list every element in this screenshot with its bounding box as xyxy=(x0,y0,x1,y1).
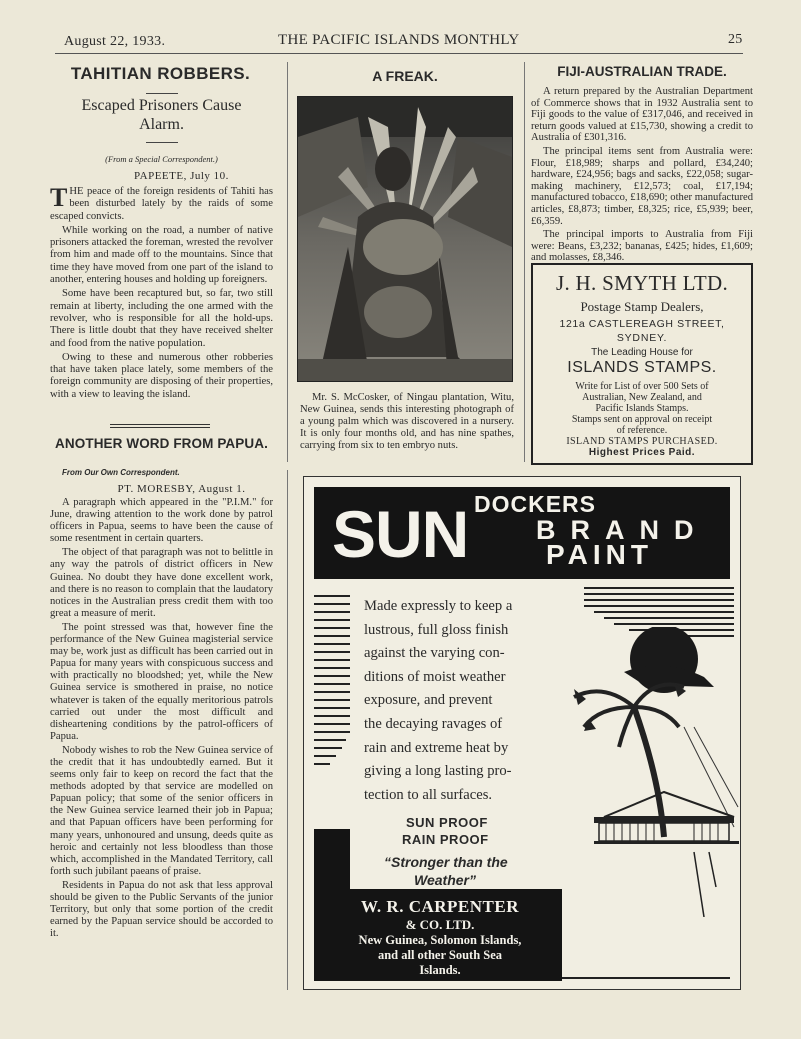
column-divider xyxy=(287,470,288,990)
article-body xyxy=(50,183,273,401)
paragraph: A paragraph which appeared in the "P.I.M." for June, drawing attention to the work done by patrol officers in Papua, seems to have been the cause of some resentment in certain quarters. xyxy=(50,497,273,545)
article-byline: (From a Special Correspondent.) xyxy=(105,154,218,164)
sunray-stripe xyxy=(314,691,350,693)
paragraph: The object of that paragraph was not to belittle in any way the patrols of district officers in New Guinea. No doubt they have done excellent work, and there is no reason to complain that the laudatory notices in the Australian press credit them with too great a measure of merit. xyxy=(50,547,273,619)
ad-agent-banner-left xyxy=(314,829,350,891)
ad-copy-line: against the varying con- xyxy=(364,645,505,662)
ad-copy-line: exposure, and prevent xyxy=(364,692,493,709)
ad-agent-line: New Guinea, Solomon Islands, xyxy=(358,933,522,947)
article-dateline: PT. MORESBY, August 1. xyxy=(117,483,246,495)
ad-copy-line: lustrous, full gloss finish xyxy=(364,621,509,638)
ad-line: ISLAND STAMPS PURCHASED. xyxy=(566,436,718,447)
article-separator xyxy=(110,427,210,428)
ad-agent-name: & CO. LTD. xyxy=(405,917,475,932)
header-publication: THE PACIFIC ISLANDS MONTHLY xyxy=(278,32,520,48)
sunray-stripe xyxy=(314,659,350,661)
ad-company-name: J. H. SMYTH LTD. xyxy=(555,271,729,295)
sunray-stripe xyxy=(314,627,350,629)
subtitle-rule xyxy=(146,142,178,143)
paragraph: The principal items sent from Australia were: Flour, £18,989; sharps and pollard, £34,240; hardware, £24,956; bags and sacks, £22,058; sugar-making machinery, £12,573; coal, £17,194; manufactured tobacco, £18,690; other manufactured articles, £8,873; timber, £8,325; rice, £5,939; beer, £6,359. xyxy=(531,145,753,227)
sunray-stripe xyxy=(314,603,350,605)
sunray-stripe xyxy=(314,699,350,701)
sunray-stripe xyxy=(594,611,734,613)
sunray-stripe xyxy=(604,617,734,619)
sunray-stripe xyxy=(614,623,734,625)
paragraph: While working on the road, a number of native prisoners attacked the foreman, wrested the revolver from him and made off to the mountains. Since that time they have moved from one part of the island to another, entering houses and holding up foreigners. xyxy=(50,224,273,286)
paragraph: HE peace of the foreign residents of Tahiti has been disturbed lately by the raids of some escaped convicts. xyxy=(50,186,273,222)
ad-sun: SUN xyxy=(332,497,469,571)
ad-agent-name: W. R. CARPENTER xyxy=(360,897,519,916)
sunray-stripe xyxy=(314,763,330,765)
sunray-stripe xyxy=(314,675,350,677)
sunray-stripe xyxy=(314,651,350,653)
ad-slogan: “Stronger than the xyxy=(384,854,508,870)
palm-photograph xyxy=(297,96,513,382)
ad-bottom-rule xyxy=(562,977,730,979)
paragraph: Owing to these and numerous other robberies that have taken place lately, some members of the foreign community are disposing of their properties, with a view to leaving the island. xyxy=(50,351,273,400)
sunray-stripe xyxy=(314,667,350,669)
column-divider xyxy=(287,62,288,462)
ad-copy-line: ditions of moist weather xyxy=(364,668,506,685)
article-byline: From Our Own Correspondent. xyxy=(62,468,180,477)
sunray-stripe xyxy=(314,635,350,637)
sunray-stripe xyxy=(314,707,350,709)
paragraph: The principal imports to Australia from Fiji were: Beans, £3,232; bananas, £425; hides, £1,609; and molasses, £8,346. xyxy=(531,229,753,264)
ad-line: The Leading House for xyxy=(591,347,693,358)
advertisement-jh-smyth xyxy=(531,263,753,465)
article-title: FIJI-AUSTRALIAN TRADE. xyxy=(557,64,727,79)
article-subtitle: Escaped Prisoners Cause Alarm. xyxy=(81,97,242,133)
ad-copy-line: tection to all surfaces. xyxy=(364,786,493,803)
ad-address: 121a CASTLEREAGH STREET, xyxy=(559,318,725,330)
sunray-stripe xyxy=(314,683,350,685)
sunray-stripe xyxy=(314,715,350,717)
ad-sun-proof: SUN PROOF xyxy=(406,815,488,830)
article-title: A FREAK. xyxy=(372,68,438,84)
paragraph: The point stressed was that, however fine the performance of the New Guinea magisterial service may be, work just as difficult has been carried out in Papua for many years with conspicuous success and with practically no bloodshed; yet, while the New Guinea service is smothered in praise, no notice whatever is taken of the equally meritorious patrols carried out under the most difficult and disheartening conditions by the patrol-officers of Papua. xyxy=(50,621,273,742)
paragraph: Nobody wishes to rob the New Guinea service of the credit that it has undoubtedly earned. But it seems only fair to keep on record the fact that the methods adopted by that service are modelled on Papuan policy; that some of the senior officers in the New Guinea service learned their job in Papua; and that Papuan officers have been performing for many years, unhonoured and unsung, deeds quite as heroic and certainly not less bloodless than those which, accomplished in the Mandated Territory, call forth such jubilant paeans of praise. xyxy=(50,744,273,877)
ad-copy-line: the decaying ravages of xyxy=(364,715,503,732)
ad-line: of reference. xyxy=(616,425,668,436)
article-body xyxy=(531,86,753,264)
sunray-stripe xyxy=(314,643,350,645)
ad-agent-line: Islands. xyxy=(419,963,461,977)
ad-agent-line: and all other South Sea xyxy=(377,948,503,962)
sunray-stripe xyxy=(314,747,342,749)
ad-copy-line: rain and extreme heat by xyxy=(364,739,509,756)
sunray-stripe xyxy=(584,605,734,607)
article-title: ANOTHER WORD FROM PAPUA. xyxy=(55,436,268,451)
ad-dockers: DOCKERS xyxy=(474,491,597,517)
sunray-stripe xyxy=(314,739,346,741)
article-body xyxy=(50,497,273,940)
ad-line: Write for List of over 500 Sets of xyxy=(575,381,709,392)
advertisement-sun-brand-paint xyxy=(303,476,741,990)
ad-headline: ISLANDS STAMPS. xyxy=(567,359,717,376)
ad-paint: PAINT xyxy=(546,539,653,570)
ad-line: Highest Prices Paid. xyxy=(588,447,696,458)
article-tahitian-robbers xyxy=(50,64,273,403)
article-separator xyxy=(110,424,210,425)
article-dateline: PAPEETE, July 10. xyxy=(134,170,229,182)
photo-image xyxy=(298,97,512,381)
ad-line: Australian, New Zealand, and xyxy=(582,392,702,403)
article-fiji-australian-trade xyxy=(531,64,753,266)
title-rule xyxy=(146,93,178,94)
photo-caption: Mr. S. McCosker, of Ningau plantation, Witu, New Guinea, sends this interesting photograph of a young palm which was discovered in a nursery. It is only four months old, and has nine spathes, carrying from six to ten embryo nuts. xyxy=(300,392,514,452)
ad-line: Pacific Islands Stamps. xyxy=(595,403,689,414)
sunray-stripe xyxy=(314,595,350,597)
header-page-number: 25 xyxy=(728,32,743,47)
paragraph: A return prepared by the Australian Department of Commerce shows that in 1932 Australia sent to Fiji goods to the value of £317,046, and received in return goods valued at £15,730, showing a credit to Australia of £301,316. xyxy=(531,86,753,144)
ad-copy xyxy=(364,595,584,807)
sunray-stripe xyxy=(314,755,336,757)
article-another-word-from-papua xyxy=(50,436,273,942)
ad-city: SYDNEY. xyxy=(616,332,668,344)
ad-brand: BRAND xyxy=(536,515,709,545)
sunray-stripe xyxy=(584,599,734,601)
ad-line: Stamps sent on approval on receipt xyxy=(571,414,713,425)
sunray-stripe xyxy=(314,611,350,613)
ad-line: Postage Stamp Dealers, xyxy=(580,299,704,314)
column-divider xyxy=(524,62,525,462)
ad-copy-line: giving a long lasting pro- xyxy=(364,763,512,780)
header-rule xyxy=(55,53,743,54)
paragraph: Residents in Papua do not ask that less approval should be given to the Public Servants of the junior Territory, but only that some portion of the credit earned by the Papuan service should be accorded to it. xyxy=(50,879,273,940)
sunray-stripe xyxy=(584,593,734,595)
article-title: TAHITIAN ROBBERS. xyxy=(70,64,251,83)
ad-rain-proof: RAIN PROOF xyxy=(402,832,489,847)
sunray-stripe xyxy=(314,619,350,621)
sunray-stripe xyxy=(314,731,350,733)
sunray-stripe xyxy=(314,723,350,725)
ad-slogan: Weather” xyxy=(414,872,476,888)
drop-cap: T xyxy=(50,183,68,212)
sunray-stripe xyxy=(584,587,734,589)
header-date: August 22, 1933. xyxy=(64,34,166,49)
ad-copy-line: Made expressly to keep a xyxy=(364,598,513,614)
paragraph: Some have been recaptured but, so far, two still remain at liberty, including the one armed with the revolver, who is responsible for all the hold-ups. There is little doubt that they have received shelter and food from the native population. xyxy=(50,288,273,349)
